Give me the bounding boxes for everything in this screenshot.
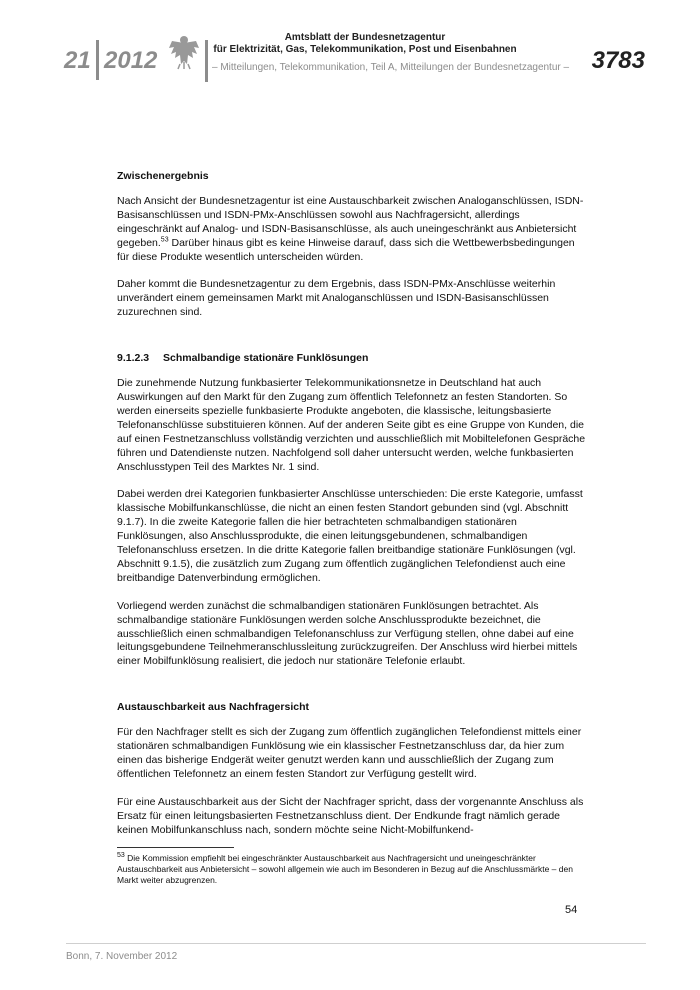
- heading-zwischenergebnis: Zwischenergebnis: [117, 170, 209, 182]
- paragraph: Die zunehmende Nutzung funkbasierter Telekommunikationsnetze in Deutschland hat auch Auswirkungen auf den Markt für den Zugang zum öffentlich Telefonnetz an festen Standorten. So werden einerseits spezielle funkbasierte Produkte angeboten, die klassische, leitungsbasierte Telefonanschlüsse substituieren können. Auf der anderen Seite gibt es eine Gruppe von Kunden, die auf einen Festnetzanschluss vollständig verzichten und ausschließlich mit Mobiltelefonen Gespräche führen und Datendienste nutzen. Nachfolgend soll daher untersucht werden, welche funkbasierten Anschlusstypen Teil des Marktes Nr. 1 sind.: [117, 377, 586, 473]
- footnote-text: Die Kommission empfiehlt bei eingeschränkter Austauschbarkeit aus Nachfragersicht und uneingeschränkter Austauschbarkeit aus Anbietersicht – sowohl allgemein wie auch im Besonderen in Bezug auf die Anschlussmärkte – den Markt weiter abzugrenzen.: [117, 853, 573, 885]
- paragraph: Vorliegend werden zunächst die schmalbandigen stationären Funklösungen betrachtet. Als schmalbandige stationäre Funklösungen werden solche Anschlussprodukte bezeichnet, die ausschließlich einen schmalbandigen Telefonanschluss zur Verfügung stellen, ohne dabei auf eine leitungsgebundene Teilnehmeranschlussleitung zurückzugreifen. Der Anschluss wird hierbei mittels einer Mobilfunklösung realisiert, die jedoch nur stationäre Telefonie erlaubt.: [117, 599, 578, 668]
- heading-nachfragersicht: Austauschbarkeit aus Nachfragersicht: [117, 701, 309, 714]
- footnote-divider: [117, 847, 234, 848]
- section-number: 9.1.2.3: [117, 352, 150, 365]
- footnote-reference[interactable]: 53: [160, 236, 169, 244]
- footnote: [117, 853, 587, 886]
- paragraph: Daher kommt die Bundesnetzagentur zu dem Ergebnis, dass ISDN-PMx-Anschlüsse weiterhin unverändert einem gemeinsamen Markt mit Analoganschlüssen und ISDN-Basisanschlüssen zuzurechnen sind.: [117, 278, 556, 319]
- paragraph: [117, 195, 587, 265]
- section-subtitle: – Mitteilungen, Telekommunikation, Teil A, Mitteilungen der Bundesnetzagentur –: [212, 62, 570, 73]
- section-title: Schmalbandige stationäre Funklösungen: [163, 352, 369, 365]
- header-divider-left: [96, 40, 99, 80]
- page-number: 54: [565, 904, 578, 916]
- footer-date: Bonn, 7. November 2012: [66, 951, 178, 962]
- gazette-page-number: 3783: [591, 47, 645, 74]
- paragraph: Für den Nachfrager stellt es sich der Zugang zum öffentlich zugänglichen Telefondienst mittels einer stationären schmalbandigen Funklösung wie ein klassischer Festnetzanschluss dar, da hier zum einen das bisherige Endgerät weiter genutzt werden kann und ausschließlich der Zugang zum öffentlichen Telefonnetz an einem festen Standort zur Verfügung gestellt wird.: [117, 726, 582, 780]
- footer-divider: [66, 943, 646, 944]
- paragraph: Für eine Austauschbarkeit aus der Sicht der Nachfrager spricht, dass der vorgenannte Anschluss als Ersatz für einen leitungsbasierten Festnetzanschluss dient. Der Endkunde fragt nämlich gerade keinen Mobilfunkanschluss nach, sondern möchte seine Nicht-Mobilfunkend-: [117, 795, 584, 836]
- document-body: [117, 170, 587, 852]
- federal-eagle-icon: [168, 34, 200, 70]
- gazette-subtitle: für Elektrizität, Gas, Telekommunikation, Post und Eisenbahnen: [213, 44, 517, 55]
- issue-year: 2012: [104, 47, 158, 74]
- paragraph-text: Nach Ansicht der Bundesnetzagentur ist eine Austauschbarkeit zwischen Analoganschlüssen, ISDN-Basisanschlüssen und ISDN-PMx-Anschlüssen sowohl aus Nachfragersicht, allerdings eingeschränkt auf Analog- und ISDN-Basisanschlüsse, als auch uneingeschränkt aus Anbietersicht gegeben.: [117, 194, 584, 249]
- paragraph-text: Darüber hinaus gibt es keine Hinweise darauf, dass sich die Wettbewerbsbedingungen für diese Produkte wesentlich unterscheiden würden.: [117, 236, 575, 263]
- footnote-marker: 53: [117, 852, 125, 860]
- issue-number: 21: [64, 47, 91, 74]
- paragraph: Dabei werden drei Kategorien funkbasierter Anschlüsse unterschieden: Die erste Kategorie, umfasst klassische Mobilfunkanschlüsse, die nicht an einen festen Standort gebunden sind (vgl. Abschnitt 9.1.7). In die zweite Kategorie fallen die hier betrachteten schmalbandigen stationären Funklösungen, also Anschlussprodukte, die einen leitungsgebundenen, schmalbandigen Telefonanschluss ersetzen. In die dritte Kategorie fallen breitbandige stationäre Funklösungen (vgl. Abschnitt 9.1.5), die zusätzlich zum Zugang zum öffentlich zugänglichen Telefondienst auch eine breitbandige Datenverbindung ermöglichen.: [117, 488, 583, 584]
- section-heading: [117, 352, 587, 366]
- gazette-title: Amtsblatt der Bundesnetzagentur: [284, 32, 446, 43]
